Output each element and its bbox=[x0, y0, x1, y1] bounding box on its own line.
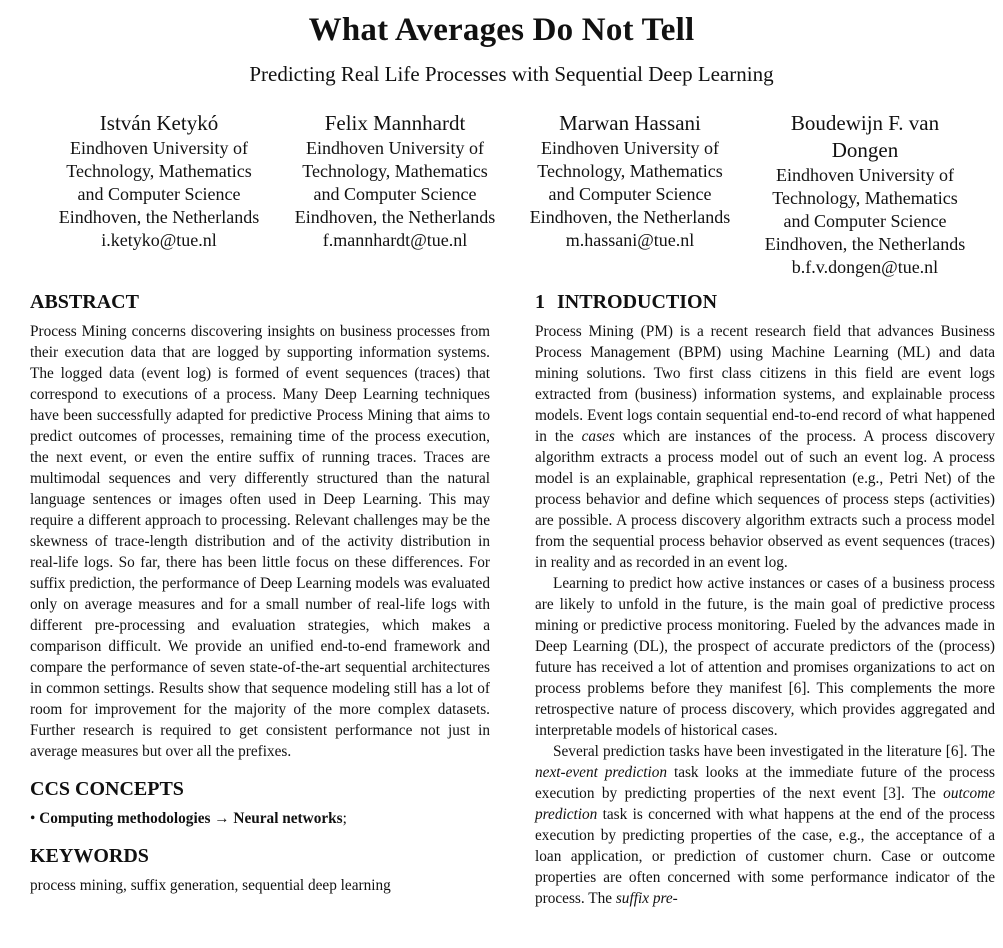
intro-paragraph-1 bbox=[535, 321, 995, 573]
text-run: which are instances of the process. A process discovery algorithm extracts a process model out of such an event log. A process model is an explainable, graphical representation (e.g., Petri Net) of the process behavior and define which sequences of process steps (activities) are possible. A process discovery algorithm extracts such a process model from the sequential process behavior observed as event sequences (traces) in reality and as recorded in an event log. bbox=[535, 428, 995, 571]
ccs-heading: CCS CONCEPTS bbox=[30, 778, 184, 800]
author-affiliation-line: Eindhoven University of bbox=[70, 138, 248, 158]
emphasis: cases bbox=[581, 428, 615, 445]
ccs-concept: Computing methodologies bbox=[39, 810, 211, 827]
author-affiliation-line: and Computer Science bbox=[783, 211, 947, 231]
abstract-text: Process Mining concerns discovering insights on business processes from their execution data that are logged by supporting information systems. The logged data (event log) is formed of event sequences (traces) that correspond to executions of a process. Many Deep Learning techniques have been successfully adapted for predictive Process Mining that aims to predict outcomes of processes, remaining time of the process execution, the next event, or even the entire suffix of running traces. Traces are multimodal sequences and very differently structured than the natural language sentences or images often used in Deep Learning. This may require a different approach to processing. Relevant challenges may be the skewness of trace-length distribution and of the activity distribution in real-life logs. So far, there has been little focus on these differences. For suffix prediction, the performance of Deep Learning models was evaluated only on average measures and for a small number of real-life logs with different pre-processing and evaluation strategies, which makes a comparison difficult. We provide an unified end-to-end framework and compare the performance of seven state-of-the-art sequential architectures in common settings. Results show that sequence modeling still has a lot of room for improvement for the majority of the more complex datasets. Further research is required to get consistent performance not just in average measures but over all the prefixes. bbox=[30, 323, 490, 760]
author-affiliation-line: Eindhoven University of bbox=[306, 138, 484, 158]
text-run: task is concerned with what happens at the end of the process execution by predicting properties of the case, e.g., the acceptance of a loan application, or prediction of customer churn. Case or outcome properties are often concerned with some performance indicator of the process. The bbox=[535, 806, 995, 907]
author-affiliation-line: Eindhoven University of bbox=[541, 138, 719, 158]
author-affiliation-line: Technology, Mathematics bbox=[66, 161, 252, 181]
left-column bbox=[30, 289, 490, 896]
emphasis: next-event prediction bbox=[535, 764, 668, 781]
author-4 bbox=[751, 110, 979, 279]
ccs-arrow: → bbox=[214, 810, 230, 827]
ccs-bullet: • bbox=[30, 810, 36, 827]
keywords-heading: KEYWORDS bbox=[30, 845, 149, 867]
author-1 bbox=[45, 110, 273, 252]
author-affiliation-line: Eindhoven, the Netherlands bbox=[294, 207, 496, 227]
section-number: 1 bbox=[535, 291, 545, 313]
author-email: b.f.v.dongen@tue.nl bbox=[791, 257, 939, 277]
intro-paragraph-3 bbox=[535, 741, 995, 909]
author-email: i.ketyko@tue.nl bbox=[101, 230, 217, 250]
author-name: Marwan Hassani bbox=[559, 111, 701, 135]
author-name: István Ketykó bbox=[99, 111, 219, 135]
ccs-end: ; bbox=[342, 810, 347, 827]
author-name-line: Boudewijn F. van bbox=[790, 111, 940, 135]
author-2 bbox=[281, 110, 509, 252]
text-run: Process Mining (PM) is a recent research field that advances Business Process Management (BPM) using Machine Learning (ML) and data mining solutions. Two first class citizens in this field are event logs extracted from (business) information systems, and explainable process models. Event logs contain sequential end-to-end record of what happened in the bbox=[535, 323, 995, 445]
author-affiliation-line: Technology, Mathematics bbox=[302, 161, 488, 181]
keywords-text: process mining, suffix generation, sequential deep learning bbox=[30, 877, 391, 894]
section-title: INTRODUCTION bbox=[557, 291, 718, 313]
author-affiliation-line: Technology, Mathematics bbox=[537, 161, 723, 181]
author-email: f.mannhardt@tue.nl bbox=[322, 230, 468, 250]
author-affiliation-line: Eindhoven, the Netherlands bbox=[764, 234, 966, 254]
author-email: m.hassani@tue.nl bbox=[565, 230, 695, 250]
emphasis: outcome prediction bbox=[535, 785, 995, 823]
ccs-subconcept: Neural networks bbox=[233, 810, 343, 827]
author-3 bbox=[516, 110, 744, 252]
intro-paragraph-2: Learning to predict how active instances or cases of a business process are likely to unfold in the future, is the main goal of predictive process mining or predictive process monitoring. Fueled by the advances made in Deep Learning (DL), the prospect of accurate predictors of the (process) future has received a lot of attention and promises organizations to act on process problems before they manifest [6]. This complements the more retrospective nature of process discovery, which provides aggregated and interpretable models of historical cases. bbox=[535, 575, 995, 739]
paper-title: What Averages Do Not Tell bbox=[308, 12, 695, 48]
author-affiliation-line: Eindhoven, the Netherlands bbox=[529, 207, 731, 227]
paper-subtitle: Predicting Real Life Processes with Sequential Deep Learning bbox=[249, 62, 774, 86]
abstract-heading: ABSTRACT bbox=[30, 291, 139, 313]
text-run: task looks at the immediate future of the process execution by predicting properties of the next event [3]. The bbox=[535, 764, 995, 802]
author-affiliation-line: Eindhoven University of bbox=[776, 165, 954, 185]
author-affiliation-line: and Computer Science bbox=[548, 184, 712, 204]
right-column bbox=[535, 289, 995, 909]
author-name-line: Dongen bbox=[831, 138, 899, 162]
ccs-concept-line bbox=[30, 808, 490, 829]
emphasis: suffix pre- bbox=[615, 890, 678, 907]
text-run: Several prediction tasks have been investigated in the literature [6]. The bbox=[553, 743, 995, 760]
author-affiliation-line: Technology, Mathematics bbox=[772, 188, 958, 208]
introduction-heading bbox=[535, 289, 995, 315]
author-affiliation-line: and Computer Science bbox=[313, 184, 477, 204]
author-name: Felix Mannhardt bbox=[324, 111, 466, 135]
author-affiliation-line: Eindhoven, the Netherlands bbox=[58, 207, 260, 227]
author-affiliation-line: and Computer Science bbox=[77, 184, 241, 204]
